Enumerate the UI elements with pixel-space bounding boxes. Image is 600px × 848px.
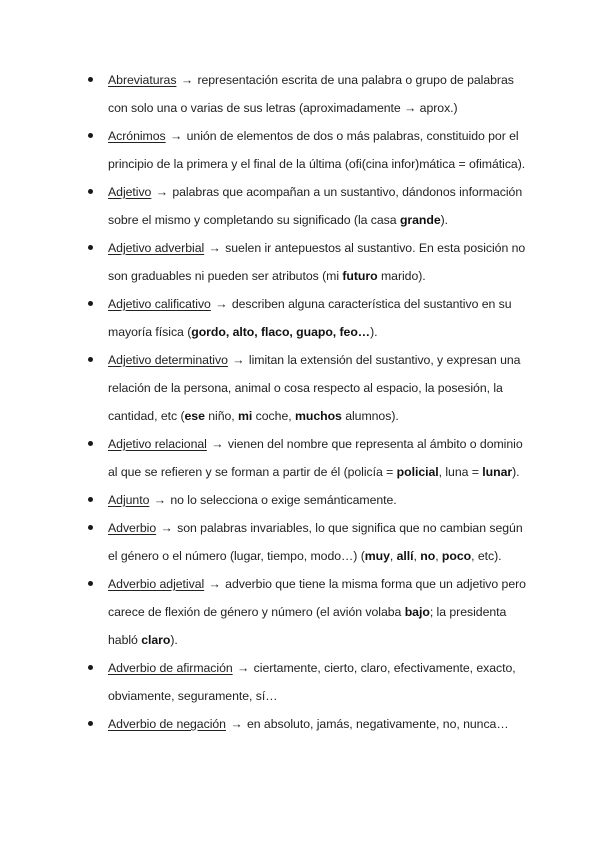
definition-text: no lo selecciona o exige semánticamente. [170, 493, 397, 507]
bullet-icon [88, 301, 93, 306]
glossary-entry [88, 234, 528, 290]
entry-term: Adverbio de afirmación [108, 661, 233, 675]
definition-text: marido). [377, 269, 426, 283]
definition-text: unión de elementos de dos o más palabras, constituido por el principio de la primera y el final de la última (ofi(cina infor)mática = ofimática). [108, 129, 526, 171]
entry-term: Adjetivo [108, 185, 152, 199]
bullet-icon [88, 525, 93, 530]
definition-text: son palabras invariables, lo que significa que no cambian según el género o el número (lugar, tiempo, modo…) ( [108, 521, 523, 563]
definition-text: , [435, 549, 442, 563]
arrow-icon: → [155, 185, 168, 199]
glossary-list [88, 66, 528, 738]
glossary-entry [88, 654, 528, 710]
definition-text: ; la presidenta habló [108, 605, 507, 647]
bold-example: no [420, 549, 436, 563]
definition-text: ). [370, 325, 378, 339]
entry-term: Adjetivo determinativo [108, 353, 228, 367]
arrow-icon: → [153, 493, 166, 507]
definition-text: describen alguna característica del sustantivo en su mayoría física ( [108, 297, 512, 339]
bold-example: bajo [404, 605, 430, 619]
entry-term: Adverbio de negación [108, 717, 226, 731]
bullet-icon [88, 357, 93, 362]
bullet-icon [88, 133, 93, 138]
bold-example: ese [184, 409, 205, 423]
arrow-icon: → [160, 521, 173, 535]
glossary-entry [88, 710, 528, 738]
arrow-icon: → [180, 73, 194, 87]
glossary-entry [88, 122, 528, 178]
definition-text: suelen ir antepuestos al sustantivo. En esta posición no son graduables ni pueden ser atributos (mi [108, 241, 526, 283]
arrow-icon: → [232, 353, 245, 367]
glossary-entry [88, 290, 528, 346]
definition-text: alumnos). [341, 409, 399, 423]
arrow-icon: → [211, 437, 224, 451]
bold-example: grande [399, 213, 441, 227]
arrow-icon: → [208, 241, 221, 255]
entry-term: Adverbio adjetival [108, 577, 205, 591]
glossary-entry [88, 570, 528, 654]
bold-example: futuro [342, 269, 378, 283]
arrow-icon: → [170, 129, 183, 143]
bold-example: policial [396, 465, 439, 479]
bold-example: poco [441, 549, 472, 563]
arrow-icon: → [237, 661, 250, 675]
definition-text: niño, [204, 409, 239, 423]
entry-term: Adjetivo relacional [108, 437, 207, 451]
entry-term: Adverbio [108, 521, 157, 535]
definition-text: , luna = [438, 465, 483, 479]
definition-text: representación escrita de una palabra o grupo de palabras con solo una o varias de sus letras (aproximadamente → aprox.) [108, 73, 514, 115]
definition-text: , [389, 549, 397, 563]
arrow-icon: → [230, 717, 243, 731]
glossary-entry [88, 66, 528, 122]
glossary-entry [88, 486, 528, 514]
definition-text: en absoluto, jamás, negativamente, no, nunca… [246, 717, 509, 731]
definition-text: ). [440, 213, 449, 227]
bold-example: muy [364, 549, 390, 563]
definition-text: , etc). [471, 549, 502, 563]
bullet-icon [88, 497, 93, 502]
definition-text: limitan la extensión del sustantivo, y expresan una relación de la persona, animal o cosa respecto al espacio, la posesión, la cantidad, etc ( [108, 353, 521, 423]
glossary-entry [88, 514, 528, 570]
bullet-icon [88, 441, 93, 446]
bullet-icon [88, 77, 93, 82]
definition-text: ciertamente, cierto, claro, efectivamente, exacto, obviamente, seguramente, sí… [108, 661, 516, 703]
glossary-entry [88, 430, 528, 486]
entry-term: Acrónimos [108, 129, 166, 143]
bullet-icon [88, 665, 93, 670]
bold-example: muchos [294, 409, 342, 423]
bullet-icon [88, 245, 93, 250]
definition-text: palabras que acompañan a un sustantivo, dándonos información sobre el mismo y completando su significado (la casa [108, 185, 523, 227]
definition-text: ). [170, 633, 178, 647]
glossary-entry [88, 346, 528, 430]
bold-example: claro [141, 633, 171, 647]
definition-text: coche, [252, 409, 295, 423]
arrow-icon: → [215, 297, 228, 311]
bullet-icon [88, 581, 93, 586]
bullet-icon [88, 721, 93, 726]
arrow-icon: → [208, 577, 221, 591]
entry-term: Abreviaturas [108, 73, 177, 87]
bold-example: lunar [482, 465, 513, 479]
entry-term: Adjetivo calificativo [108, 297, 211, 311]
bold-example: gordo, alto, flaco, guapo, feo… [191, 325, 371, 339]
definition-text: , [413, 549, 421, 563]
glossary-entry [88, 178, 528, 234]
definition-text: vienen del nombre que representa al ámbito o dominio al que se refieren y se forman a partir de él (policía = [108, 437, 523, 479]
bold-example: allí [396, 549, 414, 563]
entry-term: Adjetivo adverbial [108, 241, 205, 255]
definition-text: adverbio que tiene la misma forma que un adjetivo pero carece de flexión de género y número (el avión volaba [108, 577, 526, 619]
definition-text: ). [512, 465, 520, 479]
bold-example: mi [238, 409, 253, 423]
bullet-icon [88, 189, 93, 194]
entry-term: Adjunto [108, 493, 150, 507]
